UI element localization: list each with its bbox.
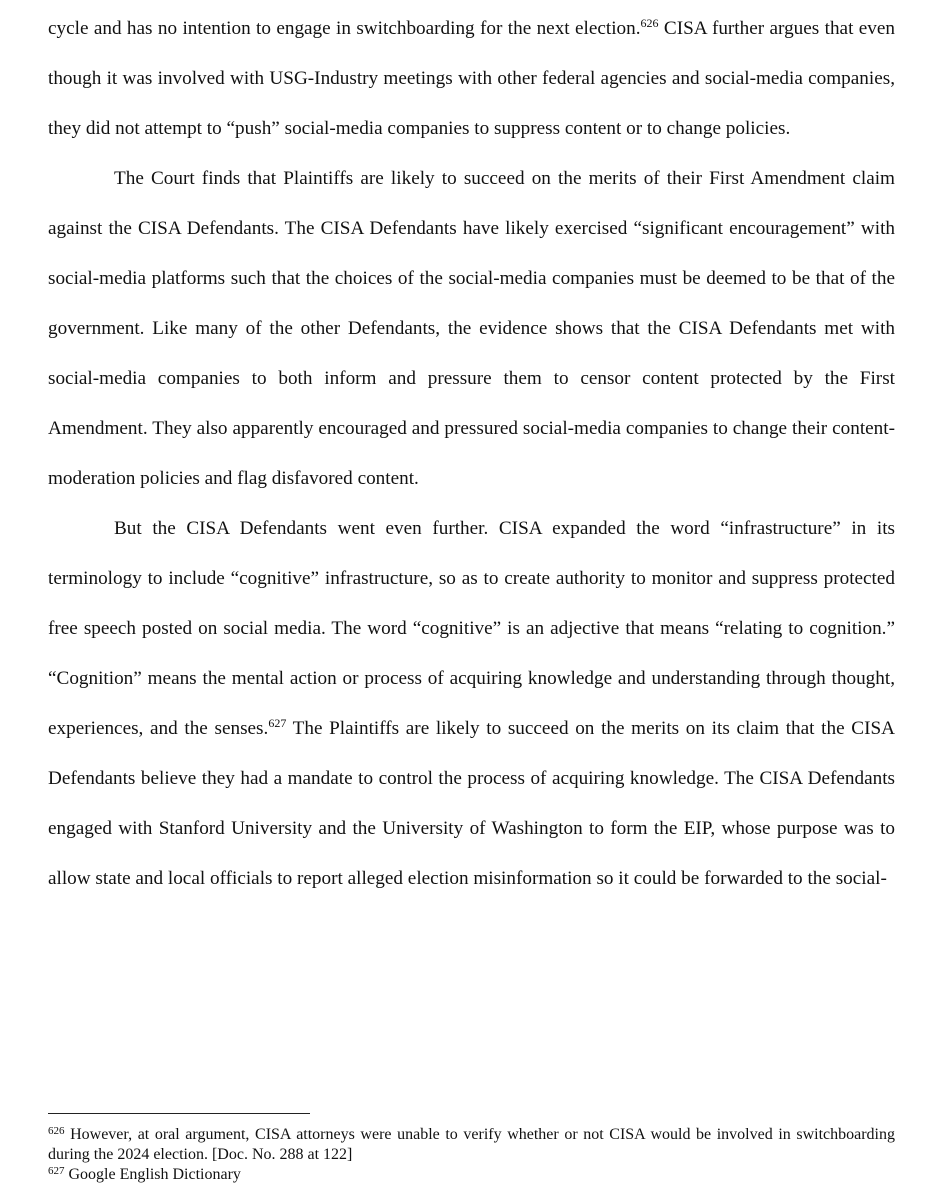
footnotes	[48, 1125, 895, 1185]
paragraph-2-text: The Court finds that Plaintiffs are likely to succeed on the merits of their First Amendment claim against the CISA Defendants. The CISA Defendants have likely exercised “significant encouragement” with social-media platforms such that the choices of the social-media companies must be deemed to be that of the government. Like many of the other Defendants, the evidence shows that the CISA Defendants met with social-media companies to both inform and pressure them to censor content protected by the First Amendment. They also apparently encouraged and pressured social-media companies to change their content-moderation policies and flag disfavored content.	[48, 168, 895, 489]
paragraph-2	[48, 154, 895, 504]
footnote-ref-626[interactable]: 626	[640, 16, 659, 30]
paragraph-3-text-2: The Plaintiffs are likely to succeed on the merits on its claim that the CISA Defendants believe they had a mandate to control the process of acquiring knowledge. The CISA Defendants engaged with Stanford University and the University of Washington to form the EIP, whose purpose was to allow state and local officials to report alleged election misinformation so it could be forwarded to the social-	[48, 718, 895, 889]
page-body	[48, 0, 895, 904]
footnote-text: However, at oral argument, CISA attorneys were unable to verify whether or not CISA would be involved in switchboarding during the 2024 election. [Doc. No. 288 at 122]	[48, 1126, 895, 1163]
footnote-text: Google English Dictionary	[64, 1166, 241, 1183]
footnote-ref-627[interactable]: 627	[268, 716, 287, 730]
footnote-626	[48, 1125, 895, 1165]
footnote-627	[48, 1165, 895, 1185]
paragraph-3	[48, 504, 895, 904]
footnote-number: 627	[48, 1165, 65, 1177]
paragraph-3-text-1: But the CISA Defendants went even further. CISA expanded the word “infrastructure” in its terminology to include “cognitive” infrastructure, so as to create authority to monitor and suppress protected free speech posted on social media. The word “cognitive” is an adjective that means “relating to cognition.” “Cognition” means the mental action or process of acquiring knowledge and understanding through thought, experiences, and the senses.	[48, 518, 895, 739]
paragraph-1	[48, 4, 895, 154]
paragraph-1-text-1: cycle and has no intention to engage in switchboarding for the next election.	[48, 18, 641, 39]
footnote-divider	[48, 1113, 310, 1114]
paragraph-1-text-2: CISA further argues that even though it was involved with USG-Industry meetings with other federal agencies and social-media companies, they did not attempt to “push” social-media companies to suppress content or to change policies.	[48, 18, 895, 139]
footnote-number: 626	[48, 1125, 65, 1137]
body-text	[48, 0, 895, 904]
